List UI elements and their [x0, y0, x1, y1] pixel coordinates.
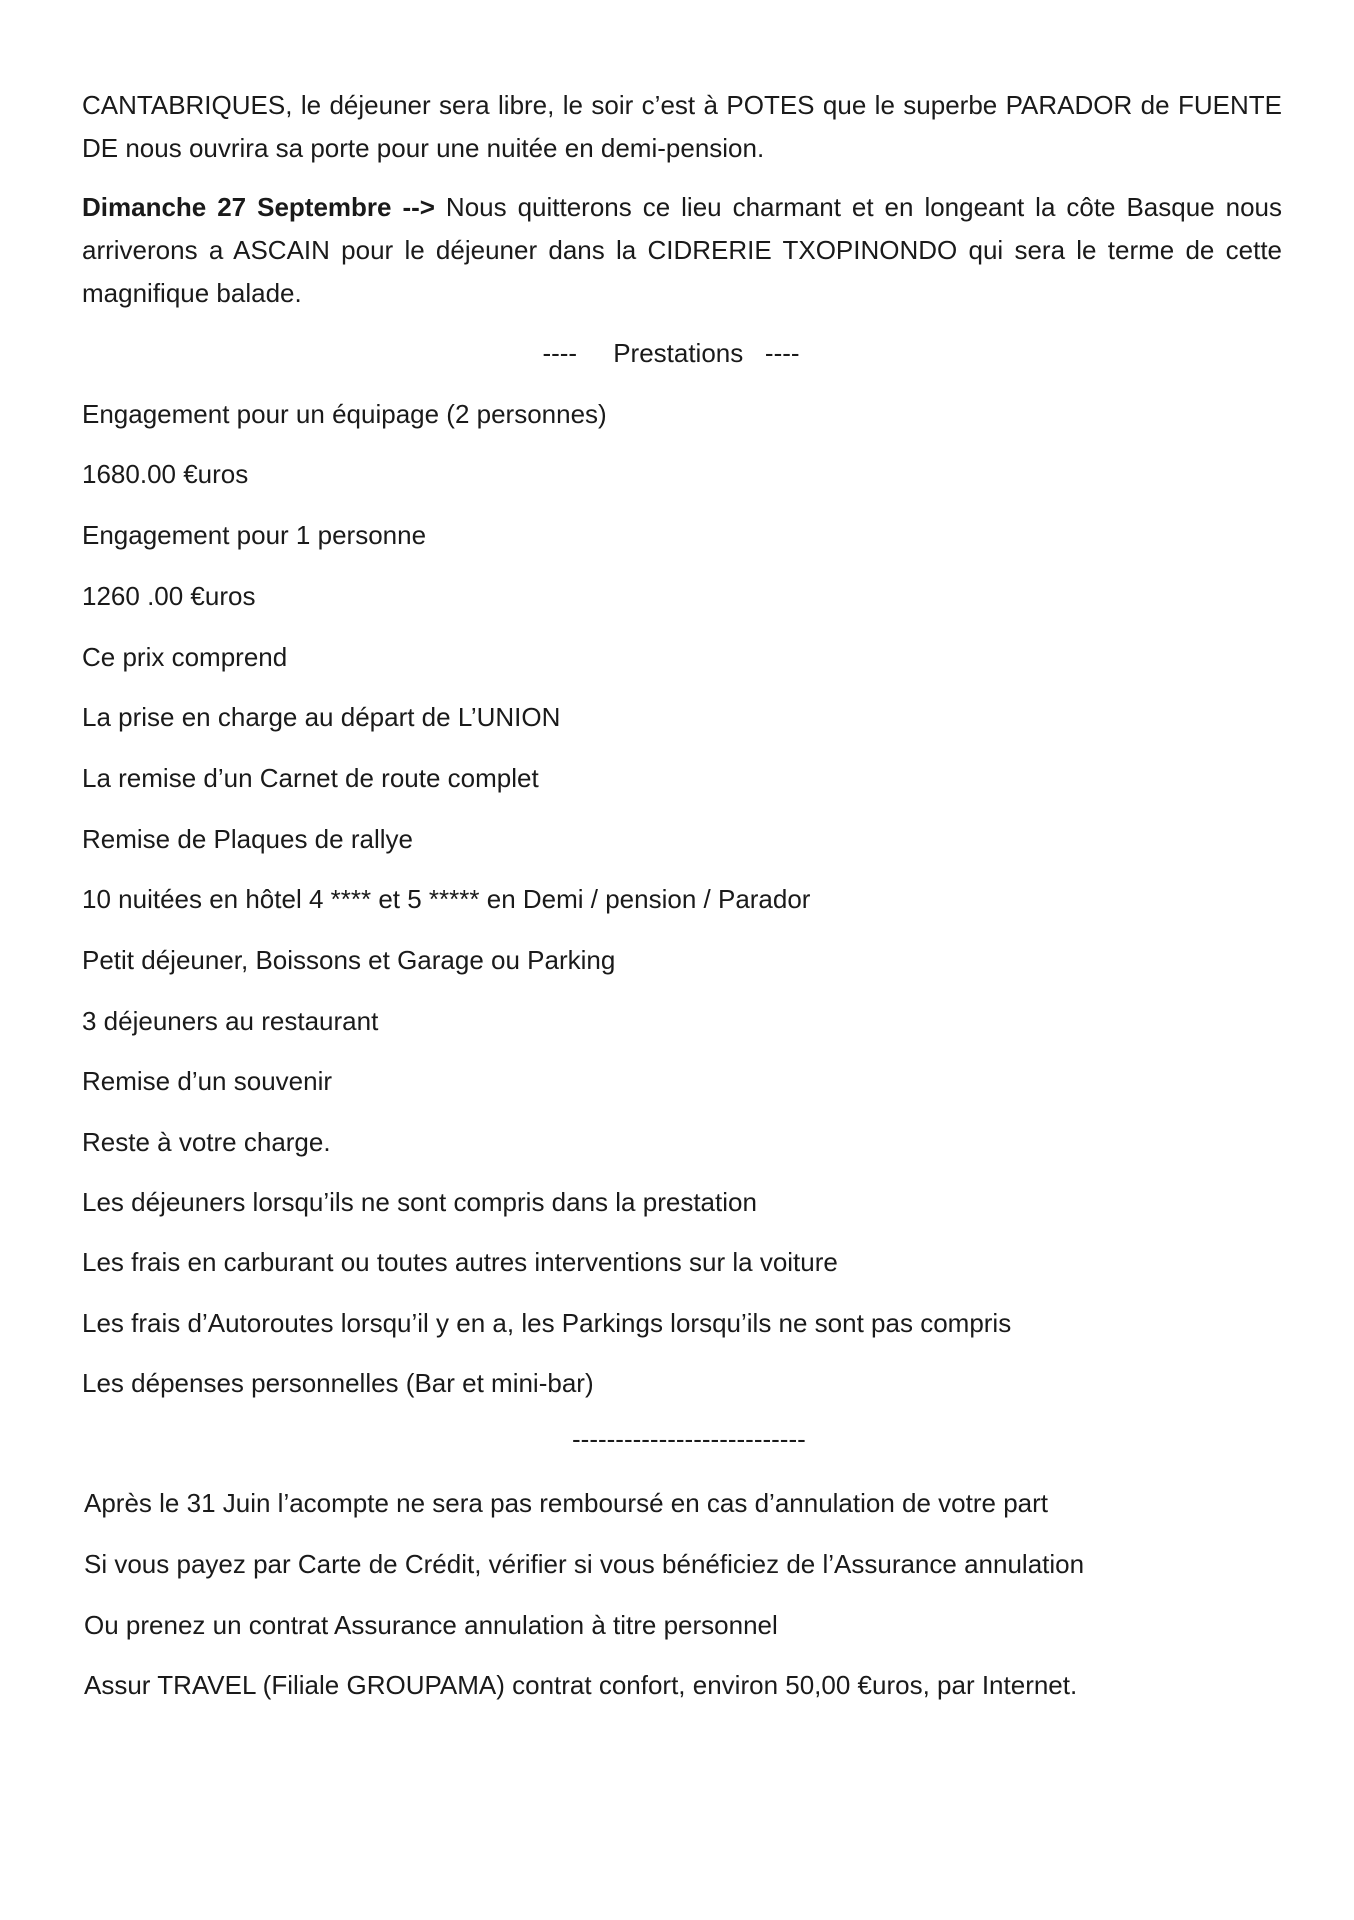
- list-item: 1680.00 €uros: [82, 459, 249, 489]
- note-line: Ou prenez un contrat Assurance annulation à titre personnel: [84, 1610, 778, 1640]
- list-item: 1260 .00 €uros: [82, 581, 256, 611]
- prestations-title: ---- Prestations ----: [542, 338, 800, 368]
- list-item: Les dépenses personnelles (Bar et mini-bar): [82, 1368, 594, 1398]
- list-item: Reste à votre charge.: [82, 1127, 331, 1157]
- intro-text: CANTABRIQUES, le déjeuner sera libre, le soir c’est à POTES que le superbe PARADOR de FUENTE DE nous ouvrira sa porte pour une nuitée en demi-pension.: [82, 90, 1282, 163]
- list-item: Les frais d’Autoroutes lorsqu’il y en a, les Parkings lorsqu’ils ne sont pas compris: [82, 1308, 1012, 1338]
- note-line: Assur TRAVEL (Filiale GROUPAMA) contrat confort, environ 50,00 €uros, par Internet.: [84, 1670, 1078, 1700]
- list-item: Ce prix comprend: [82, 642, 288, 672]
- list-item: Remise d’un souvenir: [82, 1066, 333, 1096]
- list-item: 3 déjeuners au restaurant: [82, 1006, 379, 1036]
- list-item: Remise de Plaques de rallye: [82, 824, 413, 854]
- sunday-paragraph: [82, 186, 1282, 315]
- list-item: Les frais en carburant ou toutes autres interventions sur la voiture: [82, 1247, 838, 1277]
- intro-paragraph: [82, 84, 1282, 170]
- list-item: Petit déjeuner, Boissons et Garage ou Parking: [82, 945, 616, 975]
- note-line: Si vous payez par Carte de Crédit, vérifier si vous bénéficiez de l’Assurance annulation: [84, 1549, 1085, 1579]
- list-item: La prise en charge au départ de L’UNION: [82, 702, 561, 732]
- list-item: Engagement pour un équipage (2 personnes): [82, 399, 607, 429]
- sunday-text: Nous quitterons ce lieu charmant et en longeant la côte Basque nous arriverons a ASCAIN pour le déjeuner dans la CIDRERIE TXOPINONDO qui sera le terme de cette magnifique balade.: [82, 192, 1282, 308]
- separator-line: ---------------------------: [572, 1424, 806, 1454]
- note-line: Après le 31 Juin l’acompte ne sera pas remboursé en cas d’annulation de votre part: [84, 1488, 1049, 1518]
- list-item: Les déjeuners lorsqu’ils ne sont compris dans la prestation: [82, 1187, 757, 1217]
- list-item: La remise d’un Carnet de route complet: [82, 763, 539, 793]
- list-item: 10 nuitées en hôtel 4 **** et 5 ***** en Demi / pension / Parador: [82, 884, 811, 914]
- sunday-heading: Dimanche 27 Septembre -->: [82, 192, 435, 222]
- list-item: Engagement pour 1 personne: [82, 520, 427, 550]
